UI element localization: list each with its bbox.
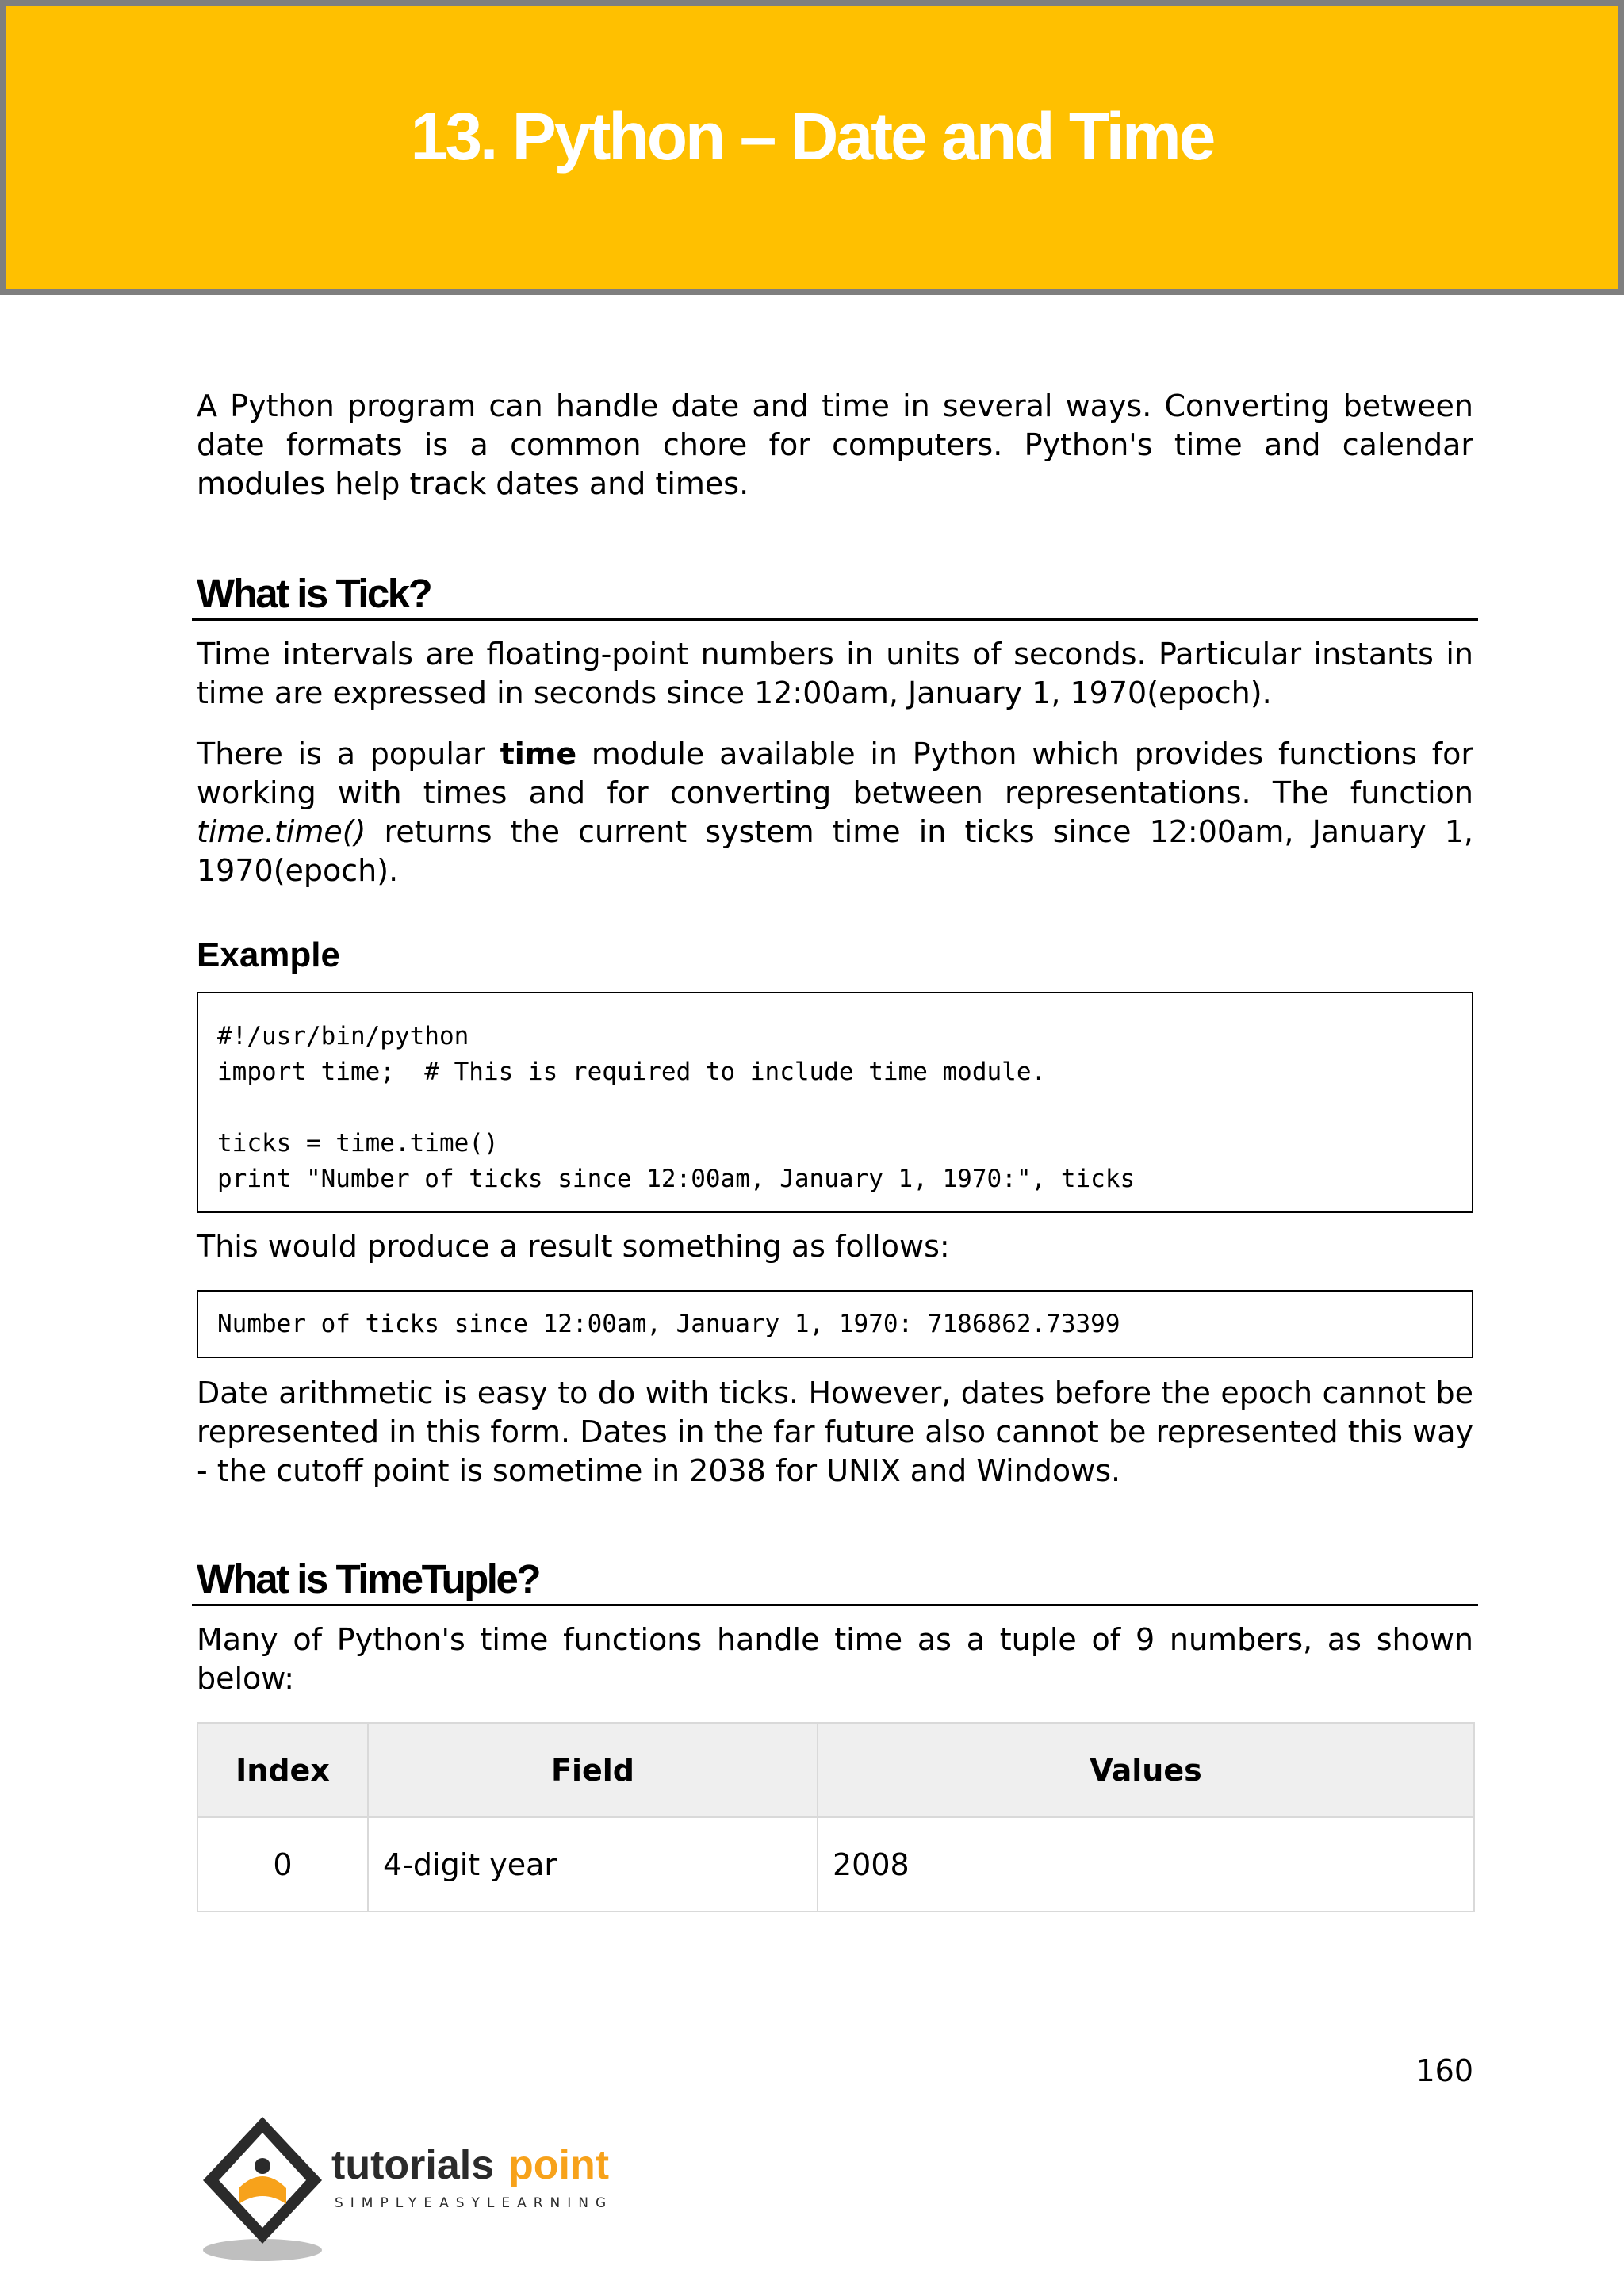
example-heading: Example [197, 936, 340, 974]
page-number: 160 [1415, 2053, 1473, 2088]
logo-graphic [195, 2109, 687, 2267]
text-run: module available in Python which provides functions for working with times and for converting between representations. The function [197, 737, 1473, 810]
text-run: There is a popular [197, 737, 500, 771]
logo-word-b: point [508, 2142, 610, 2188]
table-header-row [197, 1723, 1474, 1817]
chapter-title: 13. Python – Date and Time [410, 99, 1214, 174]
tick-paragraph-2 [197, 735, 1473, 890]
logo-tagline: SIMPLYEASYLEARNING [335, 2195, 614, 2211]
code-line: print "Number of ticks since 12:00am, January 1, 1970:", ticks [217, 1165, 1136, 1193]
logo-word-a: tutorials [331, 2142, 495, 2188]
tick-paragraph-1: Time intervals are floating-point numbers in units of seconds. Particular instants in time are expressed in seconds since 12:00am, January 1, 1970(epoch). [197, 637, 1473, 710]
intro-paragraph: A Python program can handle date and time in several ways. Converting between date formats is a common chore for computers. Python's time and calendar modules help track dates and times. [197, 388, 1473, 501]
reader-head-icon [255, 2158, 270, 2174]
timetuple-heading: What is TimeTuple? [192, 1559, 1478, 1606]
cell-field: 4-digit year [368, 1817, 818, 1911]
timetuple-paragraph: Many of Python's time functions handle time as a tuple of 9 numbers, as shown below: [197, 1622, 1473, 1696]
page-content [197, 387, 1473, 1912]
table-row [197, 1817, 1474, 1911]
code-line: #!/usr/bin/python [217, 1022, 469, 1050]
tick-heading: What is Tick? [192, 573, 1478, 621]
header-values: Values [818, 1723, 1474, 1817]
output-box: Number of ticks since 12:00am, January 1, 1970: 7186862.73399 [197, 1290, 1473, 1358]
cell-index: 0 [197, 1817, 368, 1911]
result-intro: This would produce a result something as follows: [197, 1229, 950, 1264]
code-example-box [197, 992, 1473, 1213]
timetuple-table [197, 1722, 1475, 1912]
chapter-banner [0, 0, 1624, 295]
header-index: Index [197, 1723, 368, 1817]
code-line: ticks = time.time() [217, 1129, 499, 1158]
time-function-name: time.time() [197, 814, 366, 849]
tutorialspoint-logo [195, 2109, 687, 2271]
time-module-name: time [500, 737, 577, 771]
cell-values: 2008 [818, 1817, 1474, 1911]
code-line: import time; # This is required to include time module. [217, 1058, 1047, 1086]
tick-paragraph-3: Date arithmetic is easy to do with ticks. However, dates before the epoch cannot be represented in this form. Dates in the far future also cannot be represented this way - the cutoff point is sometime in 2038 for UNIX and Windows. [197, 1376, 1473, 1488]
header-field: Field [368, 1723, 818, 1817]
text-run: returns the current system time in ticks since 12:00am, January 1, 1970(epoch). [197, 814, 1473, 888]
